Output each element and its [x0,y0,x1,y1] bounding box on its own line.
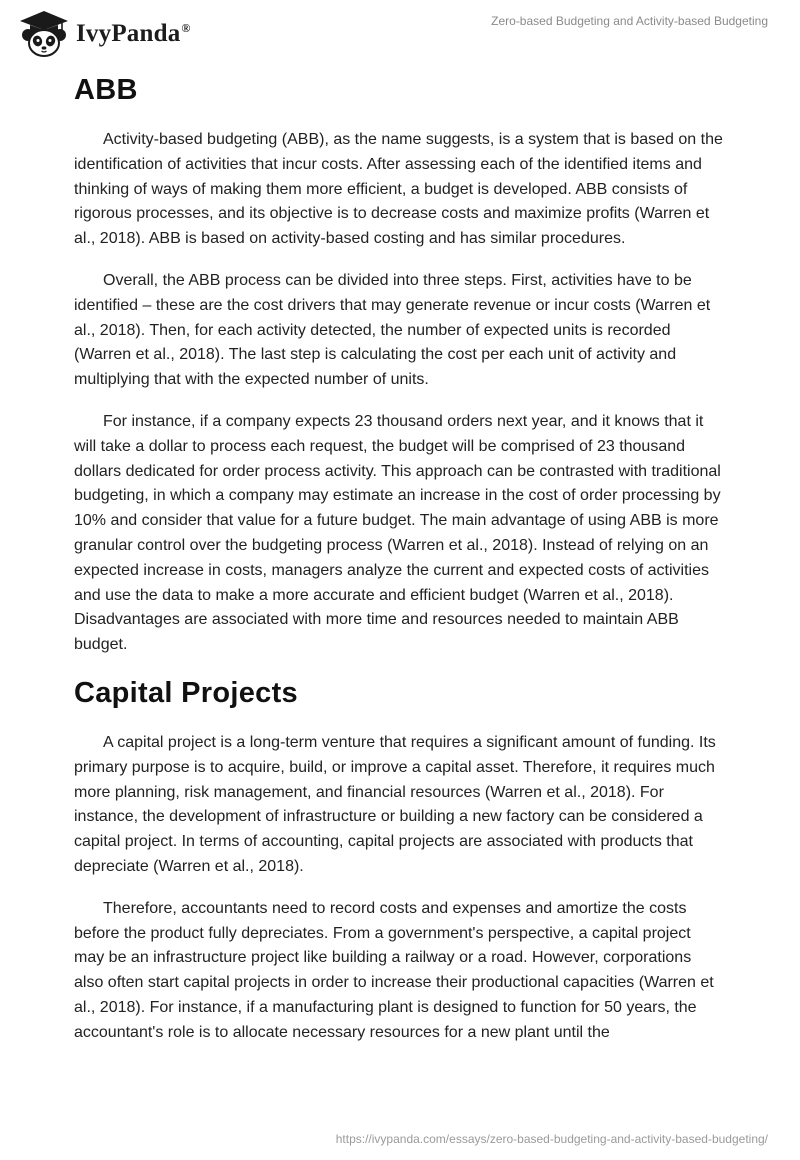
essay-content [74,72,724,1063]
abb-paragraph-3: For instance, if a company expects 23 thousand orders next year, and it knows that it will take a dollar to process each request, the budget will be comprised of 23 thousand dollars dedicated for order process activity. This approach can be contrasted with traditional budgeting, in which a company may estimate an increase in the cost of order processing by 10% and consider that value for a future budget. The main advantage of using ABB is more granular control over the budgeting process (Warren et al., 2018). Instead of relying on an expected increase in costs, managers analyze the current and expected costs of activities and use the data to make a more accurate and efficient budget (Warren et al., 2018). Disadvantages are associated with more time and resources needed to maintain ABB budget. [74,412,721,654]
section-heading-abb: ABB [74,74,138,106]
capital-projects-paragraph-1: A capital project is a long-term venture that requires a significant amount of funding. Its primary purpose is to acquire, build, or improve a capital asset. Therefore, it requires much more planning, risk management, and financial resources (Warren et al., 2018). For instance, the development of infrastructure or building a new factory can be considered a capital project. In terms of accounting, capital projects are associated with products that depreciate (Warren et al., 2018). [74,733,716,875]
document-title: Zero-based Budgeting and Activity-based Budgeting [491,14,768,28]
registered-mark: ® [181,20,191,35]
source-url[interactable]: https://ivypanda.com/essays/zero-based-budgeting-and-activity-based-budgeting/ [335,1132,768,1146]
abb-paragraph-2: Overall, the ABB process can be divided into three steps. First, activities have to be identified – these are the cost drivers that may generate revenue or incur costs (Warren et al., 2018). Then, for each activity detected, the number of expected units is recorded (Warren et al., 2018). The last step is calculating the cost per each unit of activity and multiplying that with the expected number of units. [74,271,711,389]
capital-projects-paragraph-2: Therefore, accountants need to record costs and expenses and amortize the costs before the product fully depreciates. From a government's perspective, a capital project may be an infrastructure project like building a railway or a road. However, corporations also often start capital projects in order to increase their productional capacities (Warren et al., 2018). For instance, if a manufacturing plant is designed to function for 50 years, the accountant's role is to allocate necessary resources for a new plant until the [74,899,714,1041]
panda-graduate-icon [14,8,70,58]
brand-name: IvyPanda® [76,20,191,47]
section-heading-capital-projects: Capital Projects [74,676,298,709]
page-header [0,0,800,70]
ivypanda-logo[interactable] [14,8,191,58]
abb-paragraph-1: Activity-based budgeting (ABB), as the name suggests, is a system that is based on the identification of activities that incur costs. After assessing each of the identified items and thinking of ways of making them more efficient, a budget is developed. ABB consists of rigorous processes, and its objective is to decrease costs and maximize profits (Warren et al., 2018). ABB is based on activity-based costing and has similar procedures. [74,131,723,248]
